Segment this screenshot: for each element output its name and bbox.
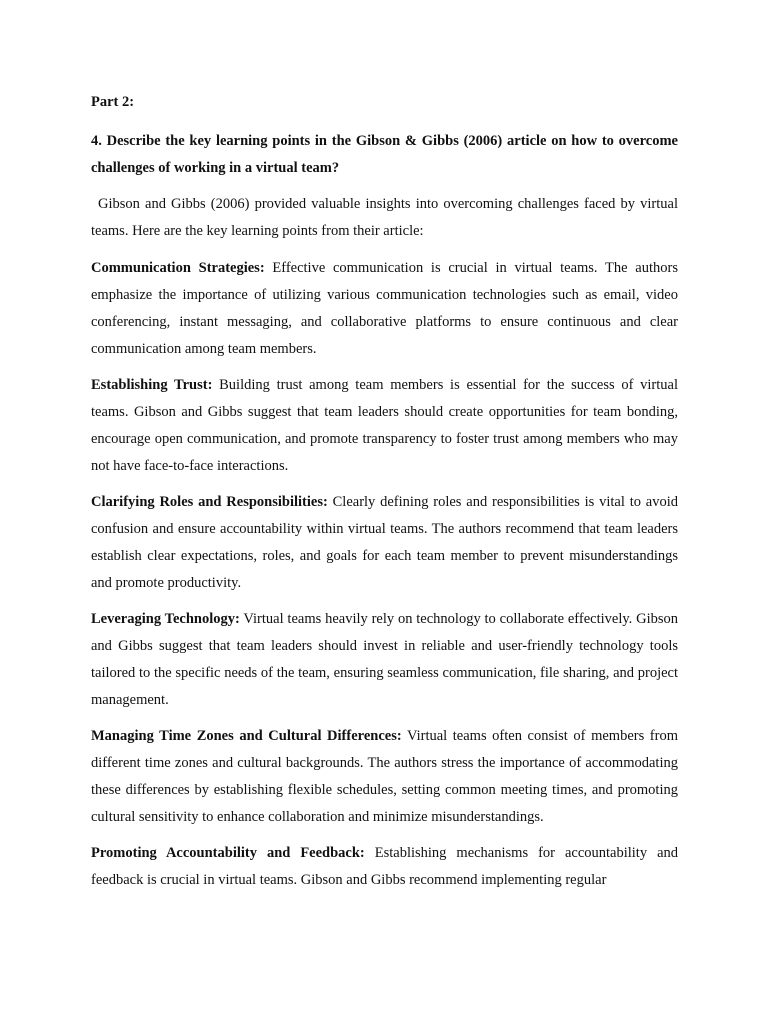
section-establishing-trust — [91, 372, 678, 480]
section-leveraging-technology — [91, 606, 678, 714]
section-heading: Communication Strategies: — [91, 260, 265, 276]
section-body: Virtual teams heavily rely on technology to collaborate effectively. Gibson and Gibbs suggest that team leaders should invest in reliable and user-friendly technology tools tailored to the specific needs of the team, ensuring seamless communication, file sharing, and project management. — [91, 611, 678, 708]
section-body: Building trust among team members is essential for the success of virtual teams. Gibson and Gibbs suggest that team leaders should create opportunities for team bonding, encourage open communication, and promote transparency to foster trust among members who may not have face-to-face interactions. — [91, 377, 678, 474]
section-heading: Promoting Accountability and Feedback: — [91, 845, 365, 861]
section-body: Virtual teams often consist of members from different time zones and cultural backgrounds. The authors stress the importance of accommodating these differences by establishing flexible schedules, setting common meeting times, and promoting cultural sensitivity to enhance collaboration and minimize misunderstandings. — [91, 728, 678, 825]
section-body: Establishing mechanisms for accountability and feedback is crucial in virtual teams. Gibson and Gibbs recommend implementing regular — [91, 845, 678, 888]
section-heading: Managing Time Zones and Cultural Differences: — [91, 728, 402, 744]
intro-paragraph: Gibson and Gibbs (2006) provided valuable insights into overcoming challenges faced by virtual teams. Here are the key learning points from their article: — [91, 196, 678, 239]
section-heading: Leveraging Technology: — [91, 611, 240, 627]
section-communication-strategies — [91, 255, 678, 363]
section-clarifying-roles — [91, 489, 678, 597]
section-heading: Establishing Trust: — [91, 377, 213, 393]
section-heading: Clarifying Roles and Responsibilities: — [91, 494, 328, 510]
section-body: Effective communication is crucial in virtual teams. The authors emphasize the importance of utilizing various communication technologies such as email, video conferencing, instant messaging, and collaborative platforms to ensure continuous and clear communication among team members. — [91, 260, 678, 357]
section-time-zones-cultural — [91, 723, 678, 831]
section-accountability-feedback — [91, 840, 678, 894]
section-body: Clearly defining roles and responsibilities is vital to avoid confusion and ensure accountability within virtual teams. The authors recommend that team leaders establish clear expectations, roles, and goals for each team member to prevent misunderstandings and promote productivity. — [91, 494, 679, 591]
part-label: Part 2: — [91, 94, 135, 110]
question-heading: 4. Describe the key learning points in the Gibson & Gibbs (2006) article on how to overcome challenges of working in a virtual team? — [91, 133, 678, 176]
